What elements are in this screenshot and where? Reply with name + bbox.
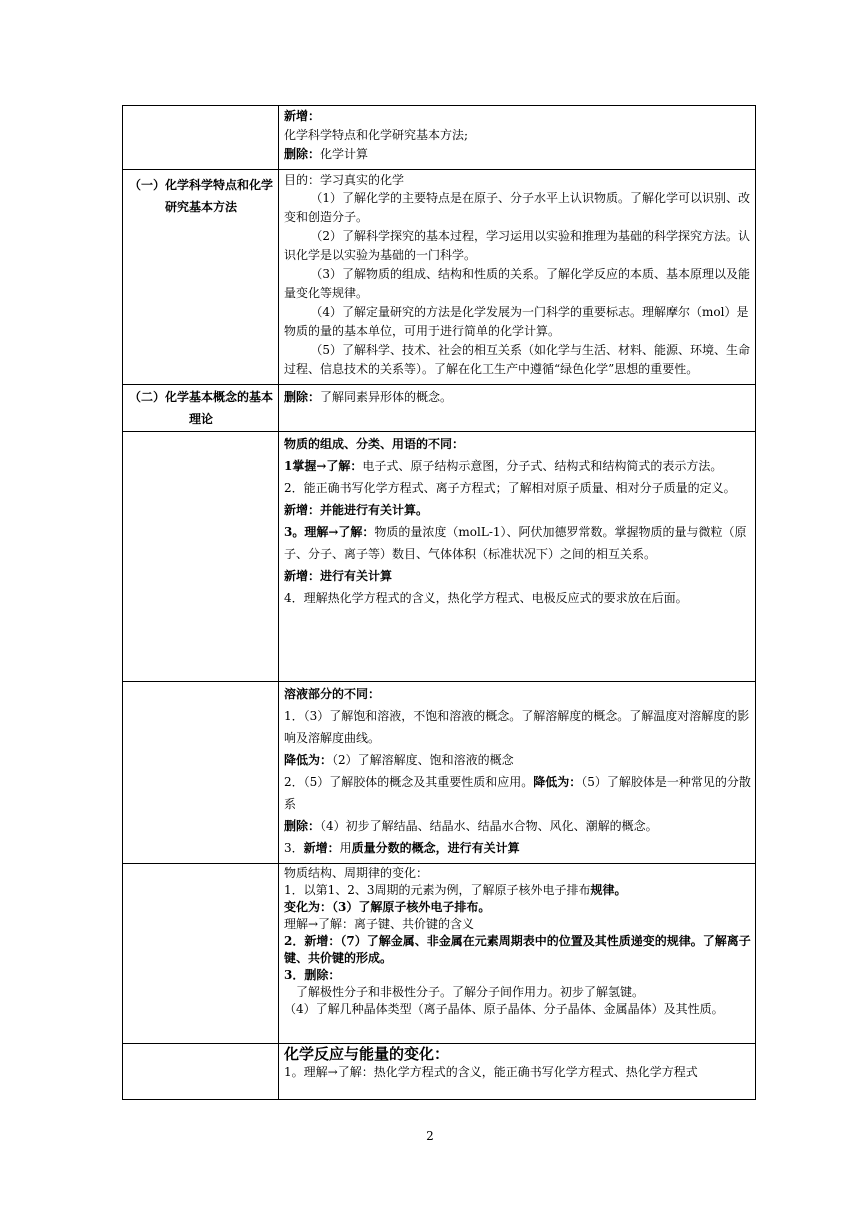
content-text: （5）了解胶体是一种常见的分散系 xyxy=(284,775,751,811)
label-change: 1掌握→了解： xyxy=(284,459,363,473)
section-heading: 物质的组成、分类、用语的不同： xyxy=(284,437,465,451)
row-content xyxy=(279,682,756,864)
row-content xyxy=(279,1044,756,1100)
label-deleted: 删除： xyxy=(284,147,321,161)
content-text: 用 xyxy=(339,841,352,855)
row-category xyxy=(123,864,279,1044)
content-text: 电子式、原子结构示意图，分子式、结构式和结构简式的表示方法。 xyxy=(362,459,723,473)
table-row xyxy=(123,864,756,1044)
label-lowered: 降低为： xyxy=(533,775,582,789)
table-row xyxy=(123,432,756,682)
label-changed: 变化为：（3）了解原子核外电子排布。 xyxy=(284,900,491,914)
content-text: 2．（5）了解胶体的概念及其重要性质和应用。 xyxy=(284,775,534,789)
comparison-table xyxy=(122,105,756,1100)
content-text: 1．以第1、2、3周期的元素为例，了解原子核外电子排布 xyxy=(284,883,591,897)
content-line: 化学科学特点和化学研究基本方法; xyxy=(284,128,469,142)
content-text: （4）初步了解结晶、结晶水、结晶水合物、风化、潮解的概念。 xyxy=(320,819,658,833)
section-heading: 溶液部分的不同： xyxy=(284,687,381,701)
section-heading: 化学反应与能量的变化： xyxy=(284,1045,450,1063)
row-category xyxy=(123,1044,279,1100)
content-line: （5）了解科学、技术、社会的相互关系（如化学与生活、材料、能源、环境、生命过程、信息技术的关系等）。了解在化工生产中遵循“绿色化学”思想的重要性。 xyxy=(284,343,751,376)
page-number: 2 xyxy=(426,1129,434,1143)
content-text: （2）了解溶解度、饱和溶液的概念 xyxy=(332,753,514,767)
label-change: 3。理解→了解： xyxy=(284,525,375,539)
content-text: 物质的量浓度（molL-1）、阿伏加德罗常数。掌握物质的量与微粒（原子、分子、离子等）数目、气体体积（标准状况下）之间的相互关系。 xyxy=(284,525,747,561)
row-content xyxy=(279,106,756,170)
row-category xyxy=(123,432,279,682)
table-row xyxy=(123,170,756,385)
content-line: 目的：学习真实的化学 xyxy=(284,173,405,187)
label-deleted: 删除： xyxy=(284,819,321,833)
content-line: （1）了解化学的主要特点是在原子、分子水平上认识物质。了解化学可以识别、改变和创造分子。 xyxy=(284,191,751,224)
label-deleted: 删除： xyxy=(284,390,321,404)
label-added: 2．新增：（7）了解金属、非金属在元素周期表中的位置及其性质递变的规律。了解离子键、共价键的形成。 xyxy=(284,934,751,965)
row-content xyxy=(279,385,756,432)
label-added: 新增：并能进行有关计算。 xyxy=(284,503,429,517)
content-line: （3）了解物质的组成、结构和性质的关系。了解化学反应的本质、基本原理以及能量变化等规律。 xyxy=(284,267,751,300)
content-line: （2）了解科学探究的基本过程，学习运用以实验和推理为基础的科学探究方法。认识化学是以实验为基础的一门科学。 xyxy=(284,229,751,262)
section-heading: 物质结构、周期律的变化： xyxy=(284,866,429,880)
table-row xyxy=(123,106,756,170)
row-content xyxy=(279,170,756,385)
label-deleted: 3．删除： xyxy=(284,968,341,982)
content-line: 1。理解→了解：热化学方程式的含义，能正确书写化学方程式、热化学方程式 xyxy=(284,1065,698,1079)
label-added: 新增：进行有关计算 xyxy=(284,569,393,583)
row-content xyxy=(279,432,756,682)
content-line: 1．（3）了解饱和溶液，不饱和溶液的概念。了解溶解度的概念。了解温度对溶解度的影响及溶解度曲线。 xyxy=(284,709,750,745)
content-text: 化学计算 xyxy=(320,147,369,161)
row-category xyxy=(123,682,279,864)
content-text-bold: 规律。 xyxy=(590,883,627,897)
content-line: 4．理解热化学方程式的含义，热化学方程式、电极反应式的要求放在后面。 xyxy=(284,591,688,605)
content-line: 2．能正确书写化学方程式、离子方程式；了解相对原子质量、相对分子质量的定义。 xyxy=(284,481,736,495)
table-row xyxy=(123,385,756,432)
row-category: （一）化学科学特点和化学研究基本方法 xyxy=(123,170,279,385)
row-content xyxy=(279,864,756,1044)
content-line: （4）了解几种晶体类型（离子晶体、原子晶体、分子晶体、金属晶体）及其性质。 xyxy=(284,1002,724,1016)
table-row xyxy=(123,682,756,864)
label-added: 新增： xyxy=(284,109,321,123)
table-row xyxy=(123,1044,756,1100)
content-text-bold: 质量分数的概念，进行有关计算 xyxy=(351,841,520,855)
label-lowered: 降低为： xyxy=(284,753,333,767)
content-line: （4）了解定量研究的方法是化学发展为一门科学的重要标志。理解摩尔（mol）是物质的量的基本单位，可用于进行简单的化学计算。 xyxy=(284,305,749,338)
row-category: （二）化学基本概念的基本理论 xyxy=(123,385,279,432)
row-category xyxy=(123,106,279,170)
content-text: 了解同素异形体的概念。 xyxy=(320,390,453,404)
label-added: 新增： xyxy=(303,841,340,855)
content-line: 理解→了解：离子键、共价键的含义 xyxy=(284,917,475,931)
content-text: 3． xyxy=(284,841,304,855)
content-line: 了解极性分子和非极性分子。了解分子间作用力。初步了解氢键。 xyxy=(296,985,645,999)
